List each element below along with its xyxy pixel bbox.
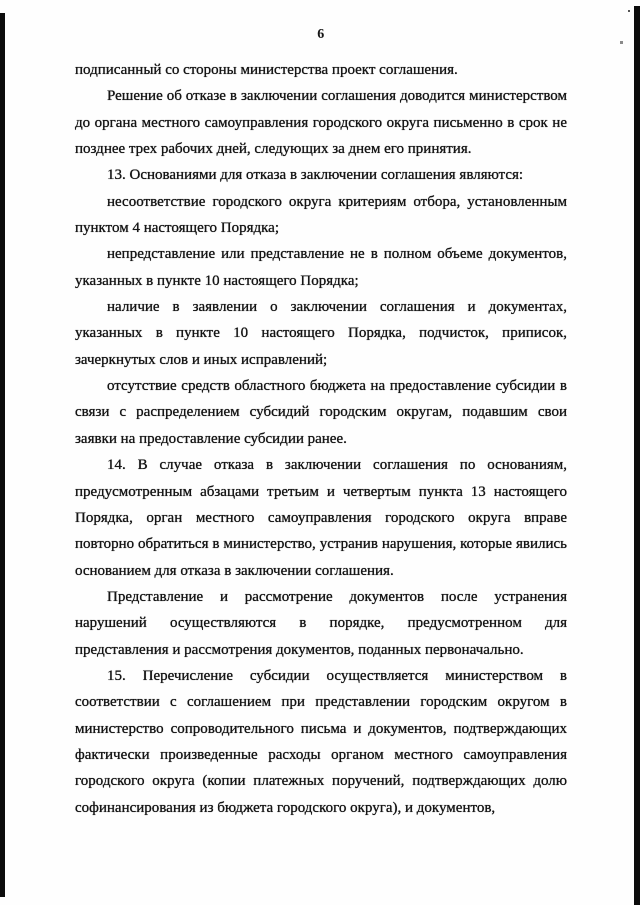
paragraph: подписанный со стороны министерства проект соглашения. bbox=[75, 62, 458, 78]
paragraph: наличие в заявлении о заключении соглашения и документах, указанных в пункте 10 настоящего Порядка, подчисток, приписок, зачеркнутых слов и иных исправлений; bbox=[75, 299, 567, 368]
paragraph: отсутствие средств областного бюджета на предоставление субсидии в связи с распределением субсидий городским округам, подавшим свои заявки на предоставление субсидии ранее. bbox=[75, 378, 567, 447]
scan-border-right bbox=[634, 6, 640, 905]
paragraph: 13. Основаниями для отказа в заключении соглашения являются: bbox=[107, 167, 524, 184]
document-body bbox=[75, 57, 567, 821]
paragraph: непредставление или представление не в полном объеме документов, указанных в пункте 10 настоящего Порядка; bbox=[75, 246, 567, 289]
paragraph: несоответствие городского округа критериям отбора, установленным пунктом 4 настоящего Порядка; bbox=[75, 193, 567, 237]
paragraph: Решение об отказе в заключении соглашения доводится министерством до органа местного самоуправления городского округа письменно в срок не позднее трех рабочих дней, следующих за днем его принятия. bbox=[75, 88, 567, 158]
paragraph: 15. Перечисление субсидии осуществляется министерством в соответствии с соглашением при представлении городским округом в министерство сопроводительного письма и документов, подтверждающих фактически произведенные расходы органом местного самоуправления городского округа (копии платежных поручений, подтверждающих долю софинансирования из бюджета городского округа), и документов, bbox=[75, 667, 567, 816]
scan-speck bbox=[628, 10, 630, 12]
page-number: 6 bbox=[317, 27, 325, 42]
paragraph: Представление и рассмотрение документов после устранения нарушений осуществляются в порядке, предусмотренном для представления и рассмотрения документов, поданных первоначально. bbox=[75, 588, 567, 658]
paragraph: 14. В случае отказа в заключении соглашения по основаниям, предусмотренным абзацами третьим и четвертым пункта 13 настоящего Порядка, орган местного самоуправления городского округа вправе повторно обратиться в министерство, устранив нарушения, которые явились основанием для отказа в заключении соглашения. bbox=[75, 457, 567, 579]
scan-border-left bbox=[0, 13, 5, 897]
scan-speck bbox=[620, 41, 623, 44]
